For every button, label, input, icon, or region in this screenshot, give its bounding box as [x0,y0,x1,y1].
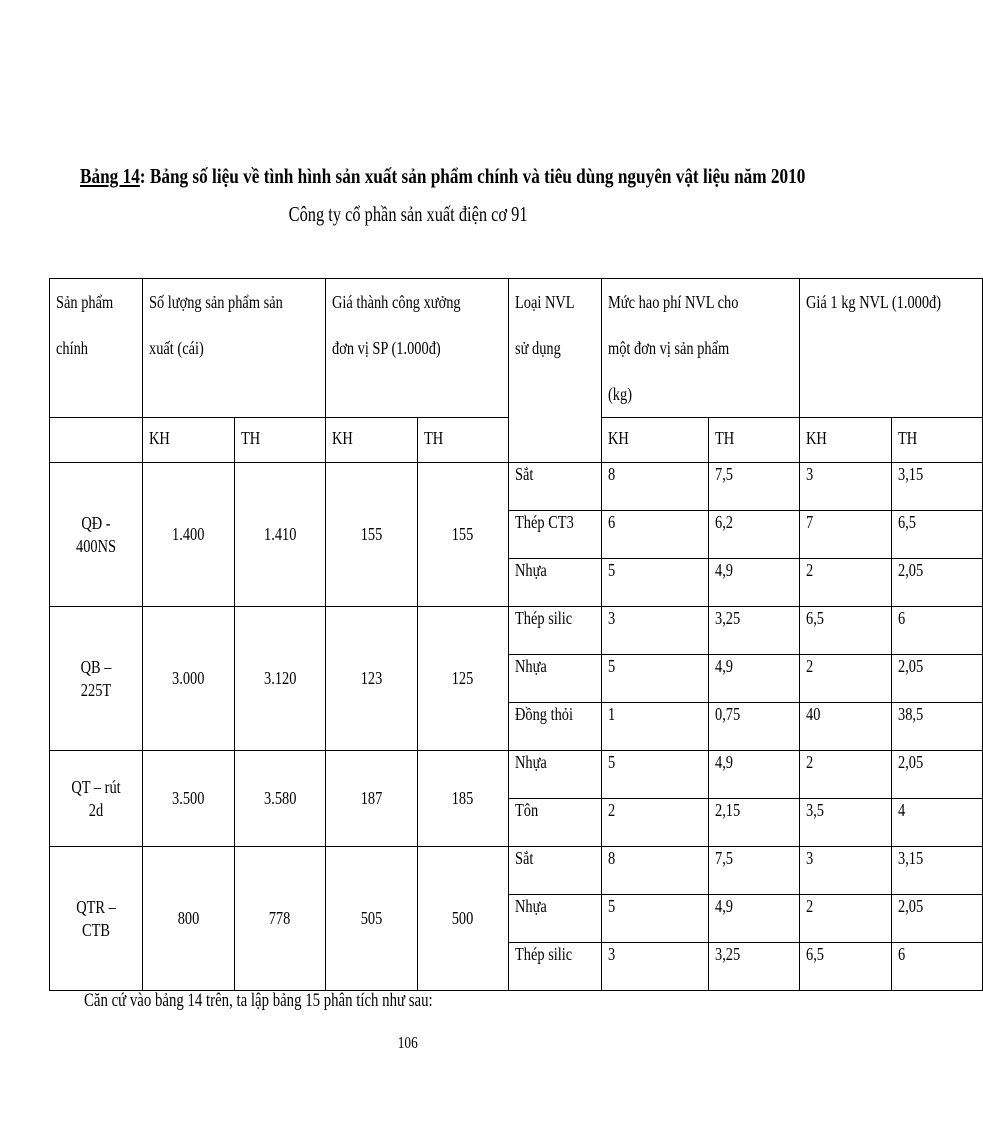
header-material: Loại NVL sử dụng [509,279,602,463]
norm-th: 7,5 [708,463,799,511]
norm-kh: 3 [602,943,709,991]
norm-kh: 5 [602,895,709,943]
norm-kh: 5 [602,655,709,703]
price-th: 4 [891,799,983,847]
cost-th: 125 [417,607,509,751]
header-cost-th: TH [417,418,509,463]
material-name: Thép silic [509,943,602,991]
material-name: Nhựa [509,559,602,607]
price-kh: 2 [800,655,892,703]
norm-th: 4,9 [708,655,799,703]
qty-kh: 3.500 [143,751,235,847]
header-norm-th: TH [708,418,799,463]
cost-kh: 123 [326,607,418,751]
qty-kh: 800 [143,847,235,991]
norm-kh: 5 [602,559,709,607]
price-th: 6,5 [891,511,983,559]
table-row [50,607,983,655]
price-th: 3,15 [891,847,983,895]
table-body [50,279,983,991]
material-name: Nhựa [509,895,602,943]
price-th: 6 [891,607,983,655]
price-kh: 3 [800,463,892,511]
product-name: QĐ - 400NS [50,463,143,607]
header-price: Giá 1 kg NVL (1.000đ) [800,279,983,418]
price-kh: 3 [800,847,892,895]
price-kh: 2 [800,751,892,799]
material-name: Sắt [509,847,602,895]
price-th: 2,05 [891,655,983,703]
norm-th: 4,9 [708,895,799,943]
product-name: QT – rút 2d [50,751,143,847]
header-row [50,279,983,418]
material-name: Nhựa [509,655,602,703]
material-name: Đồng thỏi [509,703,602,751]
qty-th: 778 [234,847,326,991]
page-number: 106 [398,1033,418,1052]
header-product-blank [50,418,143,463]
norm-th: 3,25 [708,943,799,991]
qty-th: 3.120 [234,607,326,751]
price-th: 2,05 [891,895,983,943]
qty-th: 1.410 [234,463,326,607]
price-kh: 6,5 [800,943,892,991]
price-kh: 2 [800,895,892,943]
price-th: 6 [891,943,983,991]
cost-kh: 187 [326,751,418,847]
norm-kh: 8 [602,463,709,511]
price-kh: 7 [800,511,892,559]
product-name: QB – 225T [50,607,143,751]
header-product: Sản phẩm chính [50,279,143,418]
norm-th: 0,75 [708,703,799,751]
cost-kh: 505 [326,847,418,991]
norm-th: 4,9 [708,559,799,607]
table-title [80,164,806,189]
header-cost-kh: KH [326,418,418,463]
qty-kh: 3.000 [143,607,235,751]
norm-kh: 3 [602,607,709,655]
norm-kh: 2 [602,799,709,847]
price-th: 2,05 [891,559,983,607]
material-name: Thép CT3 [509,511,602,559]
norm-kh: 1 [602,703,709,751]
product-name: QTR – CTB [50,847,143,991]
qty-th: 3.580 [234,751,326,847]
price-kh: 6,5 [800,607,892,655]
header-price-kh: KH [800,418,892,463]
production-table [49,278,983,991]
material-name: Nhựa [509,751,602,799]
norm-th: 3,25 [708,607,799,655]
header-norm: Mức hao phí NVL cho một đơn vị sản phẩm (kg) [602,279,800,418]
norm-th: 2,15 [708,799,799,847]
price-kh: 40 [800,703,892,751]
norm-th: 7,5 [708,847,799,895]
price-th: 2,05 [891,751,983,799]
price-kh: 3,5 [800,799,892,847]
header-cost: Giá thành công xưởng đơn vị SP (1.000đ) [326,279,509,418]
table-title-text: : Bảng số liệu về tình hình sản xuất sản phẩm chính và tiêu dùng nguyên vật liệu năm 2010 [139,164,806,188]
header-quantity: Số lượng sản phẩm sản xuất (cái) [143,279,326,418]
company-subtitle: Công ty cổ phần sản xuất điện cơ 91 [288,202,528,226]
price-th: 3,15 [891,463,983,511]
material-name: Tôn [509,799,602,847]
table-row [50,751,983,799]
header-price-th: TH [891,418,983,463]
header-norm-kh: KH [602,418,709,463]
norm-kh: 5 [602,751,709,799]
body-paragraph: Căn cứ vào bảng 14 trên, ta lập bảng 15 phân tích như sau: [84,990,433,1011]
norm-kh: 6 [602,511,709,559]
norm-th: 4,9 [708,751,799,799]
qty-kh: 1.400 [143,463,235,607]
header-quantity-th: TH [234,418,326,463]
price-th: 38,5 [891,703,983,751]
header-quantity-kh: KH [143,418,235,463]
cost-th: 155 [417,463,509,607]
cost-th: 500 [417,847,509,991]
material-name: Thép silic [509,607,602,655]
cost-kh: 155 [326,463,418,607]
table-label: Bảng 14 [80,164,140,188]
table-row [50,847,983,895]
norm-th: 6,2 [708,511,799,559]
cost-th: 185 [417,751,509,847]
table-row [50,463,983,511]
price-kh: 2 [800,559,892,607]
material-name: Sắt [509,463,602,511]
norm-kh: 8 [602,847,709,895]
